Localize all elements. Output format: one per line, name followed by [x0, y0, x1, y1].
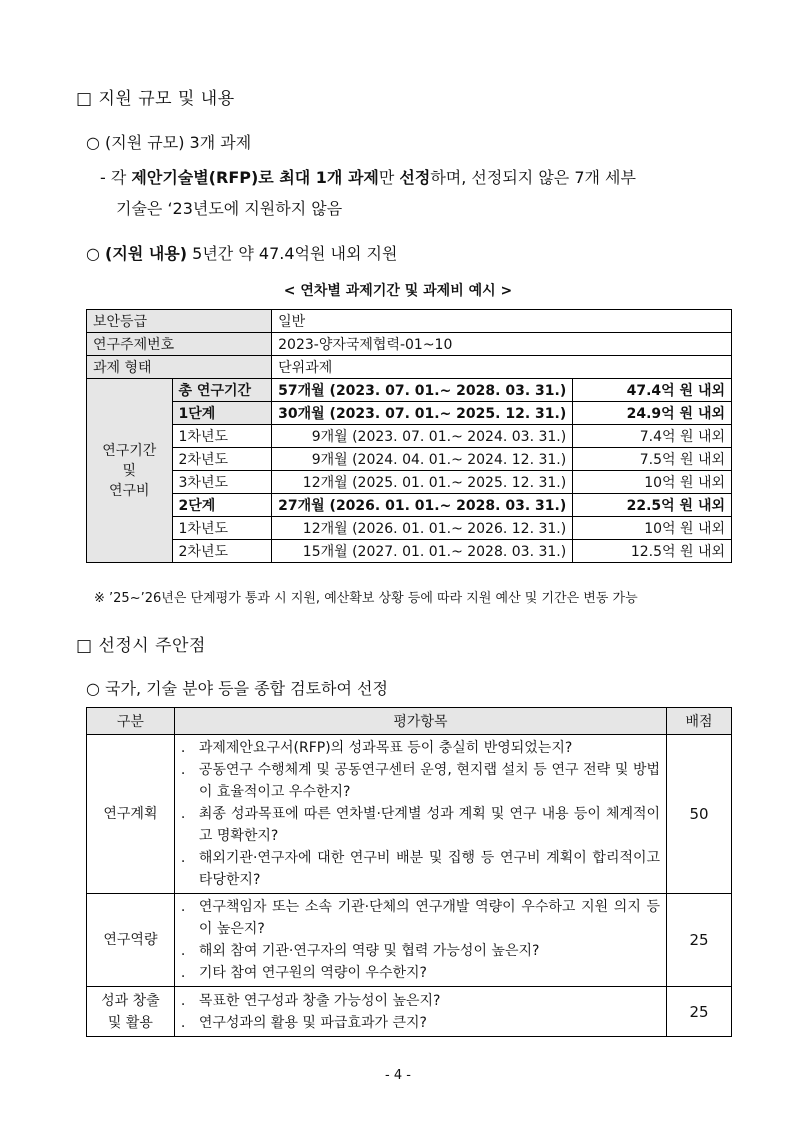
bullet-selection: ○ 국가, 기술 분야 등을 종합 검토하여 선정	[86, 679, 388, 698]
list-item: . 해외기관·연구자에 대한 연구비 배분 및 집행 등 연구비 계획이 합리적이고 타당한지?	[180, 850, 661, 888]
evaluation-table	[86, 707, 732, 1037]
score-cell: 25	[667, 987, 732, 1037]
score-cell: 25	[667, 894, 732, 987]
list-item: . 최종 성과목표에 따른 연차별·단계별 성과 계획 및 연구 내용 등이 체계적이고 명확한지?	[180, 806, 661, 844]
period-name: 2차년도	[172, 448, 272, 471]
table-row	[87, 735, 732, 894]
row-value: 2023-양자국제협력-01~10	[272, 333, 732, 356]
row-label: 과제 형태	[87, 356, 272, 379]
list-item: . 연구책임자 또는 소속 기관·단체의 연구개발 역량이 우수하고 지원 의지 등이 높은지?	[180, 899, 661, 937]
header-score: 배점	[667, 708, 732, 735]
table-row	[87, 517, 732, 540]
items-cell	[174, 894, 666, 987]
table-header-row	[87, 708, 732, 735]
header-category: 구분	[87, 708, 175, 735]
budget-table	[86, 309, 732, 563]
category-cell: 연구계획	[87, 735, 175, 894]
table-row	[87, 894, 732, 987]
period-name: 총 연구기간	[172, 379, 272, 402]
table-row	[87, 448, 732, 471]
group-label: 연구기간 및 연구비	[87, 379, 173, 563]
period-range: 57개월 (2023. 07. 01.~ 2028. 03. 31.)	[272, 379, 573, 402]
table-row	[87, 471, 732, 494]
table-row	[87, 356, 732, 379]
period-name: 1단계	[172, 402, 272, 425]
category-cell: 연구역량	[87, 894, 175, 987]
period-name: 2단계	[172, 494, 272, 517]
items-cell	[174, 987, 666, 1037]
table-caption: < 연차별 과제기간 및 과제비 예시 >	[283, 283, 513, 299]
table-row	[87, 379, 732, 402]
list-item: . 목표한 연구성과 창출 가능성이 높은지?	[180, 992, 441, 1009]
category-cell: 성과 창출 및 활용	[87, 987, 175, 1037]
period-budget: 24.9억 원 내외	[573, 402, 732, 425]
table-row	[87, 425, 732, 448]
section-title-support: □ 지원 규모 및 내용	[76, 89, 235, 109]
period-name: 2차년도	[172, 540, 272, 563]
period-budget: 47.4억 원 내외	[573, 379, 732, 402]
table-row	[87, 494, 732, 517]
items-cell	[174, 735, 666, 894]
table-row	[87, 402, 732, 425]
list-item: . 기타 참여 연구원의 역량이 우수한지?	[180, 965, 427, 981]
period-budget: 10억 원 내외	[573, 471, 732, 494]
period-budget: 7.4억 원 내외	[573, 425, 732, 448]
list-item: . 연구성과의 활용 및 파급효과가 큰지?	[180, 1014, 427, 1031]
section-title-selection: □ 선정시 주안점	[76, 636, 206, 656]
row-value: 일반	[272, 310, 732, 333]
table-row	[87, 310, 732, 333]
period-budget: 12.5억 원 내외	[573, 540, 732, 563]
table-note: ※ ’25~’26년은 단계평가 통과 시 지원, 예산확보 상황 등에 따라 지원 예산 및 기간은 변동 가능	[94, 591, 638, 606]
row-label: 보안등급	[87, 310, 272, 333]
period-range: 15개월 (2027. 01. 01.~ 2028. 03. 31.)	[272, 540, 573, 563]
period-range: 30개월 (2023. 07. 01.~ 2025. 12. 31.)	[272, 402, 573, 425]
period-budget: 10억 원 내외	[573, 517, 732, 540]
row-value: 단위과제	[272, 356, 732, 379]
period-budget: 22.5억 원 내외	[573, 494, 732, 517]
list-item: . 해외 참여 기관·연구자의 역량 및 협력 가능성이 높은지?	[180, 943, 540, 959]
row-label: 연구주제번호	[87, 333, 272, 356]
period-name: 1차년도	[172, 425, 272, 448]
period-name: 3차년도	[172, 471, 272, 494]
bullet-support-scale: ○ (지원 규모) 3개 과제	[86, 133, 252, 152]
period-range: 12개월 (2025. 01. 01.~ 2025. 12. 31.)	[272, 471, 573, 494]
bullet-support-content: ○ (지원 내용) 5년간 약 47.4억원 내외 지원	[86, 244, 398, 263]
period-range: 27개월 (2026. 01. 01.~ 2028. 03. 31.)	[272, 494, 573, 517]
list-item: . 과제제안요구서(RFP)의 성과목표 등이 충실히 반영되었는지?	[180, 740, 573, 756]
period-budget: 7.5억 원 내외	[573, 448, 732, 471]
period-range: 9개월 (2024. 04. 01.~ 2024. 12. 31.)	[272, 448, 573, 471]
support-scale-detail: - 각 제안기술별(RFP)로 최대 1개 과제만 선정하며, 선정되지 않은 7개 세부	[100, 168, 636, 187]
table-row	[87, 987, 732, 1037]
header-items: 평가항목	[174, 708, 666, 735]
period-name: 1차년도	[172, 517, 272, 540]
list-item: . 공동연구 수행체계 및 공동연구센터 운영, 현지랩 설치 등 연구 전략 및 방법이 효율적이고 우수한지?	[180, 762, 661, 800]
score-cell: 50	[667, 735, 732, 894]
support-scale-detail-2: 기술은 ‘23년도에 지원하지 않음	[116, 199, 343, 218]
period-range: 12개월 (2026. 01. 01.~ 2026. 12. 31.)	[272, 517, 573, 540]
table-row	[87, 333, 732, 356]
page-number: - 4 -	[385, 1068, 411, 1083]
table-row	[87, 540, 732, 563]
period-range: 9개월 (2023. 07. 01.~ 2024. 03. 31.)	[272, 425, 573, 448]
